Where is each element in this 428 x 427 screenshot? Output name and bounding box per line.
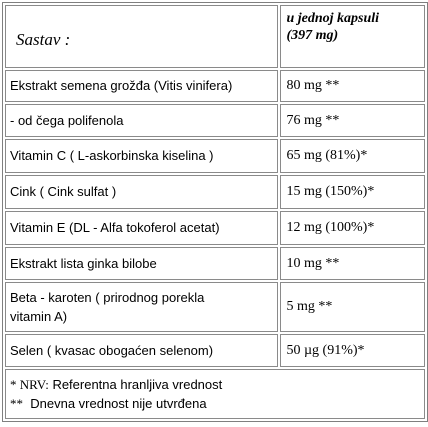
ingredient-amount: 5 mg ** — [280, 282, 425, 332]
ingredient-name: Vitamin E (DL - Alfa tokoferol acetat) — [5, 211, 278, 245]
table-row — [5, 282, 425, 332]
table-header-row — [5, 5, 425, 68]
ingredient-name: Selen ( kvasac obogaćen selenom) — [5, 334, 278, 367]
composition-table — [2, 2, 428, 422]
table-row — [5, 334, 425, 367]
table-row — [5, 175, 425, 209]
header-per-capsule-line1: u jednoj kapsuli — [286, 11, 380, 26]
ingredient-name: Ekstrakt semena grožđa (Vitis vinifera) — [5, 70, 278, 102]
table-row — [5, 70, 425, 102]
footnote-dv — [10, 394, 424, 413]
footnote-nrv — [10, 375, 424, 394]
header-per-capsule-line2: (397 mg) — [286, 28, 339, 43]
ingredient-name-line1: Beta - karoten ( prirodnog porekla — [10, 290, 205, 305]
footnote-dv-mark: ** — [10, 396, 23, 411]
ingredient-name: - od čega polifenola — [5, 104, 278, 137]
ingredient-amount: 10 mg ** — [280, 247, 425, 280]
ingredient-amount: 15 mg (150%)* — [280, 175, 425, 209]
header-composition: Sastav : — [5, 5, 278, 68]
table-row — [5, 104, 425, 137]
ingredient-name-line2: vitamin A) — [10, 309, 68, 324]
table-row — [5, 211, 425, 245]
table-row — [5, 139, 425, 173]
footnote-nrv-mark: * NRV: — [10, 377, 49, 392]
notes-row — [5, 369, 425, 419]
ingredient-name: Vitamin C ( L-askorbinska kiselina ) — [5, 139, 278, 173]
ingredient-name: Ekstrakt lista ginka bilobe — [5, 247, 278, 280]
footnotes — [5, 369, 425, 419]
ingredient-amount: 50 µg (91%)* — [280, 334, 425, 367]
ingredient-name — [5, 282, 278, 332]
footnote-dv-text: Dnevna vrednost nije utvrđena — [30, 396, 207, 411]
table-row — [5, 247, 425, 280]
ingredient-amount: 80 mg ** — [280, 70, 425, 102]
ingredient-name: Cink ( Cink sulfat ) — [5, 175, 278, 209]
footnote-nrv-text: Referentna hranljiva vrednost — [52, 377, 223, 392]
ingredient-amount: 76 mg ** — [280, 104, 425, 137]
ingredient-amount: 65 mg (81%)* — [280, 139, 425, 173]
ingredient-amount: 12 mg (100%)* — [280, 211, 425, 245]
header-per-capsule — [280, 5, 425, 68]
